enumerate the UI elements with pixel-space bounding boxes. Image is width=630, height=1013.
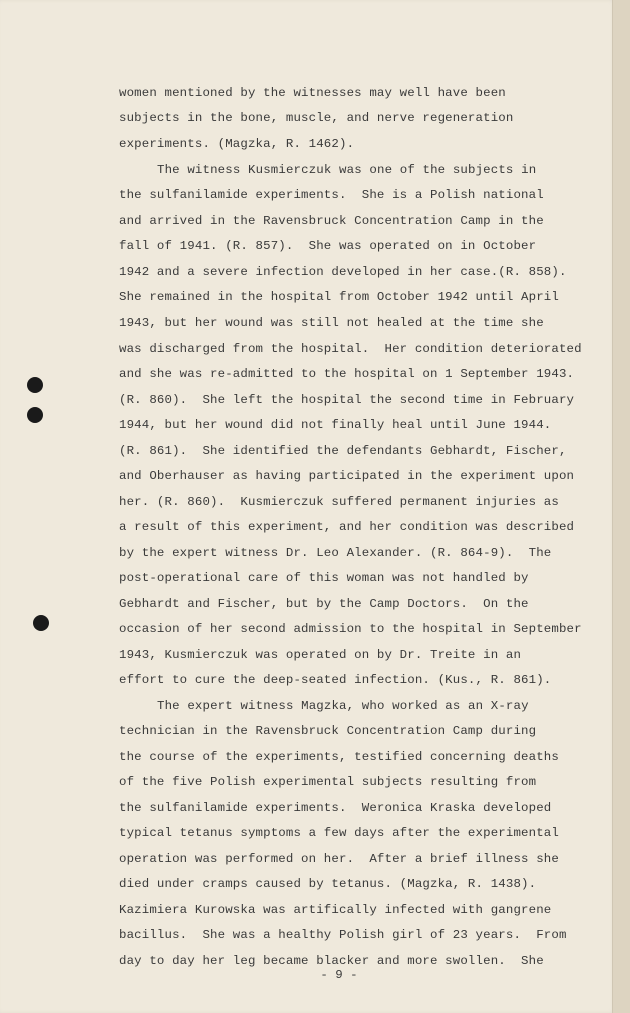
text-line: operation was performed on her. After a brief illness she [119,852,559,866]
punch-hole [27,407,43,423]
text-line: occasion of her second admission to the hospital in September [119,622,582,636]
text-line: experiments. (Magzka, R. 1462). [119,137,355,151]
text-line: died under cramps caused by tetanus. (Magzka, R. 1438). [119,877,537,891]
text-line: Kazimiera Kurowska was artifically infected with gangrene [119,903,552,917]
text-line: women mentioned by the witnesses may well have been [119,86,506,100]
text-line: The expert witness Magzka, who worked as an X-ray [157,699,529,713]
text-line: The witness Kusmierczuk was one of the subjects in [157,163,537,177]
text-line: technician in the Ravensbruck Concentration Camp during [119,724,537,738]
text-line: Gebhardt and Fischer, but by the Camp Doctors. On the [119,597,529,611]
text-line: post-operational care of this woman was not handled by [119,571,529,585]
text-line: 1943, Kusmierczuk was operated on by Dr. Treite in an [119,648,522,662]
text-line: and Oberhauser as having participated in the experiment upon [119,469,575,483]
page-number: - 9 - [320,968,358,982]
text-line: 1943, but her wound was still not healed at the time she [119,316,544,330]
text-line: 1942 and a severe infection developed in her case.(R. 858). [119,265,567,279]
text-line: and she was re-admitted to the hospital on 1 September 1943. [119,367,575,381]
text-line: and arrived in the Ravensbruck Concentration Camp in the [119,214,544,228]
text-line: the sulfanilamide experiments. She is a Polish national [119,188,544,202]
text-line: typical tetanus symptoms a few days after the experimental [119,826,559,840]
text-line: day to day her leg became blacker and more swollen. She [119,954,544,968]
text-line: effort to cure the deep-seated infection. (Kus., R. 861). [119,673,552,687]
text-line: of the five Polish experimental subjects resulting from [119,775,537,789]
text-line: subjects in the bone, muscle, and nerve regeneration [119,111,514,125]
text-line: (R. 861). She identified the defendants Gebhardt, Fischer, [119,444,567,458]
text-line: (R. 860). She left the hospital the second time in February [119,393,575,407]
text-line: the course of the experiments, testified concerning deaths [119,750,559,764]
text-line: She remained in the hospital from October 1942 until April [119,290,559,304]
punch-hole [27,377,43,393]
text-line: by the expert witness Dr. Leo Alexander. (R. 864-9). The [119,546,552,560]
text-line: was discharged from the hospital. Her condition deteriorated [119,342,582,356]
text-line: a result of this experiment, and her condition was described [119,520,575,534]
text-line: her. (R. 860). Kusmierczuk suffered permanent injuries as [119,495,559,509]
text-line: 1944, but her wound did not finally heal until June 1944. [119,418,552,432]
text-line: the sulfanilamide experiments. Weronica Kraska developed [119,801,552,815]
text-line: fall of 1941. (R. 857). She was operated on in October [119,239,537,253]
punch-hole [33,615,49,631]
page-edge [612,0,630,1013]
text-line: bacillus. She was a healthy Polish girl of 23 years. From [119,928,567,942]
